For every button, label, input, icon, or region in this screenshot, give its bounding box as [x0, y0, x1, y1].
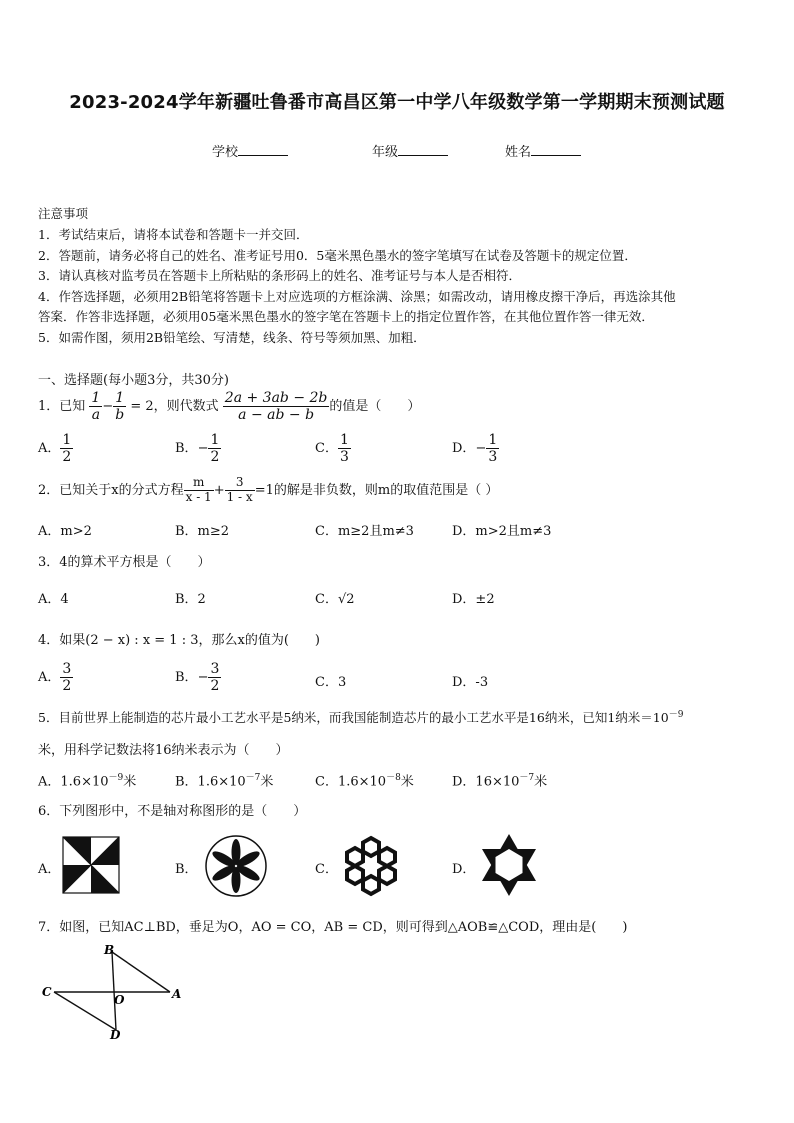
option-a: A．4: [38, 592, 69, 607]
fraction: $\frac{2a + 3ab - 2b}{a - ab - b}$: [224, 390, 328, 424]
hexagon-ring-figure: [338, 834, 404, 898]
option-c: C． $\frac{1}{3}$: [315, 432, 349, 466]
note-item: 1．考试结束后，请将本试卷和答题卡一并交回．: [38, 227, 309, 242]
pinwheel-figure: [62, 836, 120, 894]
option-c: C．3: [315, 675, 347, 690]
question-5-stem: 5．目前世界上能制造的芯片最小工艺水平是5纳米，而我国能制造芯片的最小工艺水平是16纳米，已知1纳米$=10^{-9}$: [38, 710, 684, 726]
label-a: A: [172, 987, 182, 1001]
label-c: C: [42, 985, 52, 999]
school-label: 学校: [212, 145, 239, 160]
label-o: O: [114, 993, 125, 1007]
option-a: A． $\frac{1}{2}$: [38, 432, 72, 466]
hexagram-figure: [478, 832, 540, 898]
q2-prefix: 2．已知关于x的分式方程: [38, 482, 184, 498]
option-d: D．− $\frac{1}{3}$: [452, 432, 498, 466]
option-d: D．$16\times 10^{-7}$米: [452, 773, 548, 790]
option-b-label: B．: [175, 862, 198, 877]
q1-prefix: 1．已知: [38, 399, 86, 415]
grade-field: [372, 141, 448, 160]
option-b: B．2: [175, 592, 206, 607]
option-d: D．±2: [452, 592, 495, 607]
q1-suffix: 的值是（ ）: [329, 399, 421, 415]
name-label: 姓名: [505, 145, 532, 160]
q1-eq: = 2，则代数式: [130, 399, 219, 415]
question-6-stem: 6．下列图形中，不是轴对称图形的是（ ）: [38, 804, 307, 819]
grade-blank: [398, 143, 448, 156]
option-a: A．$1.6\times 10^{-9}$米: [38, 773, 137, 790]
question-5-stem-2: 米，用科学记数法将16纳米表示为（ ）: [38, 743, 289, 758]
option-b: B．− $\frac{1}{2}$: [175, 432, 220, 466]
option-d: D．-3: [452, 675, 489, 690]
note-item: 答案．作答非选择题，必须用05毫米黑色墨水的签字笔在答题卡上的指定位置作答，在其他位置作答一律无效．: [38, 309, 654, 324]
school-blank: [238, 143, 288, 156]
question-4-stem: 4．如果(2 − x) : x = 1 : 3，那么x的值为( ): [38, 633, 320, 648]
name-field: [505, 141, 581, 160]
option-b: B．m≥2: [175, 524, 230, 539]
option-b: B．− $\frac{3}{2}$: [175, 661, 220, 695]
paper-title: 2023-2024学年新疆吐鲁番市高昌区第一中学八年级数学第一学期期末预测试题: [69, 92, 725, 113]
option-a: A． $\frac{3}{2}$: [38, 661, 72, 695]
option-c: C．√2: [315, 592, 355, 607]
question-2-stem: 2．已知关于x的分式方程 $\frac{m}{x - 1}$ + $\frac{3}{1 - x}$ =1的解是非负数，则m的取值范围是（ ）: [38, 475, 499, 504]
notes-heading: 注意事项: [38, 206, 89, 221]
option-d-label: D．: [452, 862, 476, 877]
fraction: $\frac{1}{b}$: [115, 390, 125, 424]
q2-suffix: =1的解是非负数，则m的取值范围是（ ）: [254, 482, 499, 498]
label-b: B: [104, 943, 115, 957]
fraction: $\frac{3}{1 - x}$: [226, 475, 253, 504]
option-a: A．m>2: [38, 524, 92, 539]
note-item: 2．答题前，请务必将自己的姓名、准考证号用0．5毫米黑色墨水的签字笔填写在试卷及答题卡的规定位置．: [38, 248, 637, 263]
section-heading: 一、选择题(每小题3分，共30分): [38, 373, 229, 388]
note-item: 4．作答选择题，必须用2B铅笔将答题卡上对应选项的方框涂满、涂黑；如需改动，请用橡皮擦干净后，再选涂其他: [38, 289, 676, 304]
label-d: D: [110, 1028, 121, 1042]
school-field: [212, 141, 288, 160]
option-c-label: C．: [315, 862, 338, 877]
grade-label: 年级: [372, 145, 399, 160]
option-c: C．m≥2且m≠3: [315, 524, 414, 539]
flower-figure: [204, 834, 268, 898]
option-b: B．$1.6\times 10^{-7}$米: [175, 773, 274, 790]
option-c: C．$1.6\times 10^{-8}$米: [315, 773, 414, 790]
name-blank: [531, 143, 581, 156]
note-item: 5．如需作图，须用2B铅笔绘、写清楚，线条、符号等须加黑、加粗．: [38, 330, 426, 345]
question-3-stem: 3．4的算术平方根是（ ）: [38, 555, 211, 570]
fraction: $\frac{m}{x - 1}$: [185, 475, 212, 504]
question-7-stem: 7．如图，已知AC⊥BD，垂足为O，AO = CO，AB = CD，则可得到△AOB≌△COD，理由是( ): [38, 920, 628, 935]
question-1-stem: [38, 390, 420, 423]
option-d: D．m>2且m≠3: [452, 524, 552, 539]
note-item: 3．请认真核对监考员在答题卡上所粘贴的条形码上的姓名、准考证号与本人是否相符．: [38, 268, 521, 283]
triangle-diagram: [40, 942, 190, 1042]
q1-minus: −: [102, 399, 114, 415]
option-a-label: A．: [38, 862, 61, 877]
fraction: $\frac{1}{a}$: [91, 390, 101, 424]
